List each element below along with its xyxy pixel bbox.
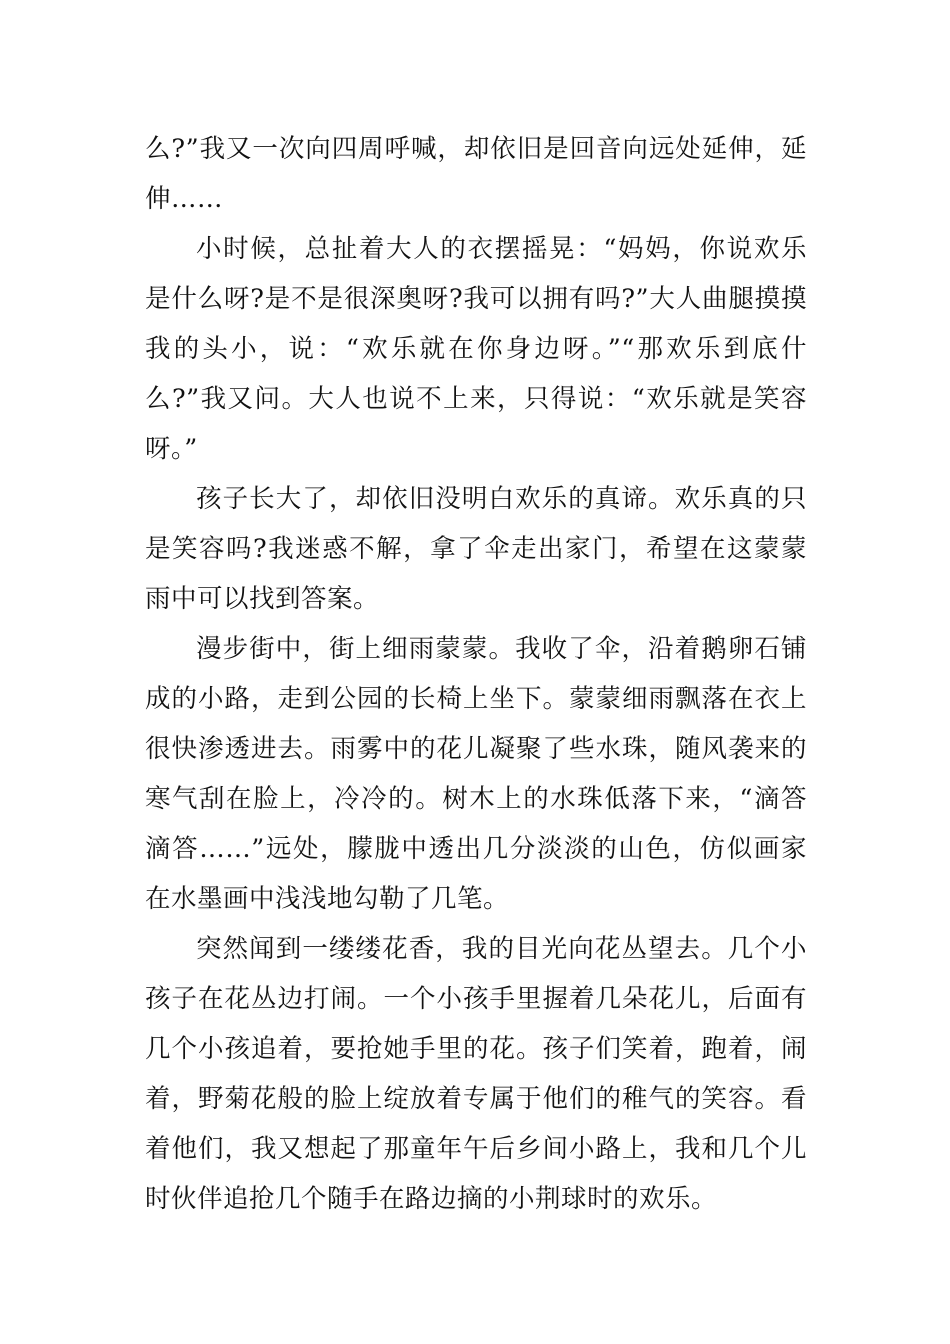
document-body [145,124,807,1224]
paragraph-4: 漫步街中，街上细雨蒙蒙。我收了伞，沿着鹅卵石铺成的小路，走到公园的长椅上坐下。蒙蒙细雨飘落在衣上很快渗透进去。雨雾中的花儿凝聚了些水珠，随风袭来的寒气刮在脸上，冷冷的。树木上的水珠低落下来，“滴答滴答……”远处，朦胧中透出几分淡淡的山色，仿似画家在水墨画中浅浅地勾勒了几笔。 [145,634,807,914]
paragraph-1: 么?”我又一次向四周呼喊，却依旧是回音向远处延伸，延伸…… [145,134,807,214]
paragraph-5: 突然闻到一缕缕花香，我的目光向花丛望去。几个小孩子在花丛边打闹。一个小孩手里握着几朵花儿，后面有几个小孩追着，要抢她手里的花。孩子们笑着，跑着，闹着，野菊花般的脸上绽放着专属于他们的稚气的笑容。看着他们，我又想起了那童年午后乡间小路上，我和几个儿时伙伴追抢几个随手在路边摘的小荆球时的欢乐。 [145,934,807,1214]
paragraph-3: 孩子长大了，却依旧没明白欢乐的真谛。欢乐真的只是笑容吗?我迷惑不解，拿了伞走出家门，希望在这蒙蒙雨中可以找到答案。 [145,484,807,614]
paragraph-2: 小时候，总扯着大人的衣摆摇晃：“妈妈，你说欢乐是什么呀?是不是很深奥呀?我可以拥有吗?”大人曲腿摸摸我的头小，说：“欢乐就在你身边呀。”“那欢乐到底什么?”我又问。大人也说不上来，只得说：“欢乐就是笑容呀。” [145,234,807,464]
